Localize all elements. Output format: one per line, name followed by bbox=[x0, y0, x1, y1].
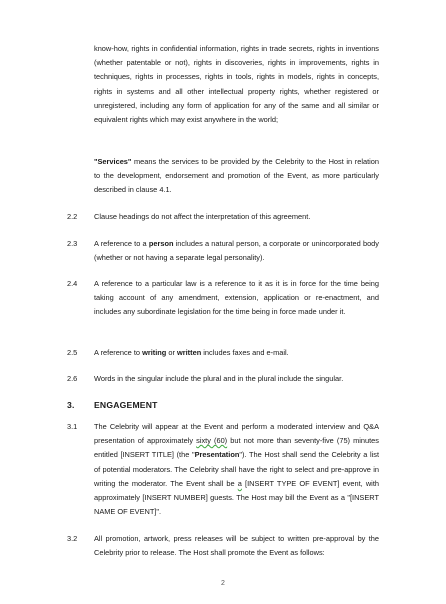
clause-text: but not more than seventy-five (75) minutes entitled [INSERT TITLE] (the " bbox=[94, 436, 379, 460]
clause-number: 2.5 bbox=[67, 348, 78, 357]
clause-2-4 bbox=[94, 277, 379, 320]
clause-2-3 bbox=[94, 237, 379, 265]
clause-number: 2.6 bbox=[67, 374, 78, 383]
spellcheck-flagged-text: sixty (60) bbox=[196, 436, 228, 446]
defined-term: written bbox=[177, 348, 202, 357]
clause-text: A reference to bbox=[94, 348, 143, 357]
clause-2-6 bbox=[94, 372, 379, 386]
clause-2-2 bbox=[94, 210, 379, 224]
clause-text: Words in the singular include the plural and in the plural include the singular. bbox=[94, 374, 344, 383]
clause-text: Clause headings do not affect the interpretation of this agreement. bbox=[94, 212, 311, 221]
ip-definition-text: know-how, rights in confidential information, rights in trade secrets, rights in inventions (whether patentable or not), rights in discoveries, rights in improvements, rights in techniques, rights in processes, rights in tools, rights in models, rights in concepts, rights in systems and all other intellectual property rights, whether registered or unregistered, including any form of application for any of the same and all similar or equivalent rights which may exist anywhere in the world; bbox=[94, 44, 379, 125]
defined-term: person bbox=[148, 239, 174, 248]
section-heading: ENGAGEMENT bbox=[94, 400, 158, 410]
services-definition bbox=[94, 155, 379, 198]
clause-text: All promotion, artwork, press releases will be subject to written pre-approval by the Celebrity prior to release. The Host shall promote the Event as follows: bbox=[94, 534, 379, 558]
spellcheck-flagged-text: a bbox=[237, 478, 242, 488]
clause-text: or bbox=[166, 348, 177, 357]
clause-3-1 bbox=[94, 420, 379, 519]
clause-3-2 bbox=[94, 532, 379, 560]
defined-term: Presentation bbox=[194, 450, 240, 460]
page-number: 2 bbox=[221, 580, 225, 587]
defined-term: writing bbox=[142, 348, 167, 357]
clause-number: 2.4 bbox=[67, 279, 78, 288]
clause-text: [INSERT TYPE OF EVENT] event, with approximately [INSERT NUMBER] guests. The Host may bill the Event as a "[INSERT NAME OF EVENT]". bbox=[94, 478, 379, 517]
clause-2-5 bbox=[94, 346, 379, 360]
section-number: 3. bbox=[67, 400, 75, 410]
clause-number: 3.2 bbox=[67, 534, 78, 543]
services-term: "Services" bbox=[94, 157, 132, 166]
clause-text: includes faxes and e-mail. bbox=[201, 348, 289, 357]
clause-text: The Celebrity will appear at the Event and perform a moderated interview and Q&A presentation of approximately bbox=[94, 422, 379, 446]
services-text: means the services to be provided by the Celebrity to the Host in relation to the development, endorsement and promotion of the Event, as more particularly described in clause 4.1. bbox=[94, 157, 379, 195]
clause-text: includes a natural person, a corporate or unincorporated body (whether or not having a separate legal personality). bbox=[94, 239, 379, 263]
clause-text: "). The Host shall send the Celebrity a list of potential moderators. The Celebrity shall have the right to select and pre-approve in writing the moderator. The Event shall be bbox=[94, 450, 379, 488]
clause-number: 3.1 bbox=[67, 422, 78, 431]
clause-text: A reference to a particular law is a reference to it as it is in force for the time being taking account of any amendment, extension, application or re-enactment, and includes any subordinate legislation for the time being in force made under it. bbox=[94, 279, 379, 317]
clause-number: 2.2 bbox=[67, 212, 78, 221]
ip-definition-continuation bbox=[94, 42, 379, 127]
clause-number: 2.3 bbox=[67, 239, 78, 248]
clause-text: A reference to a bbox=[94, 239, 149, 248]
